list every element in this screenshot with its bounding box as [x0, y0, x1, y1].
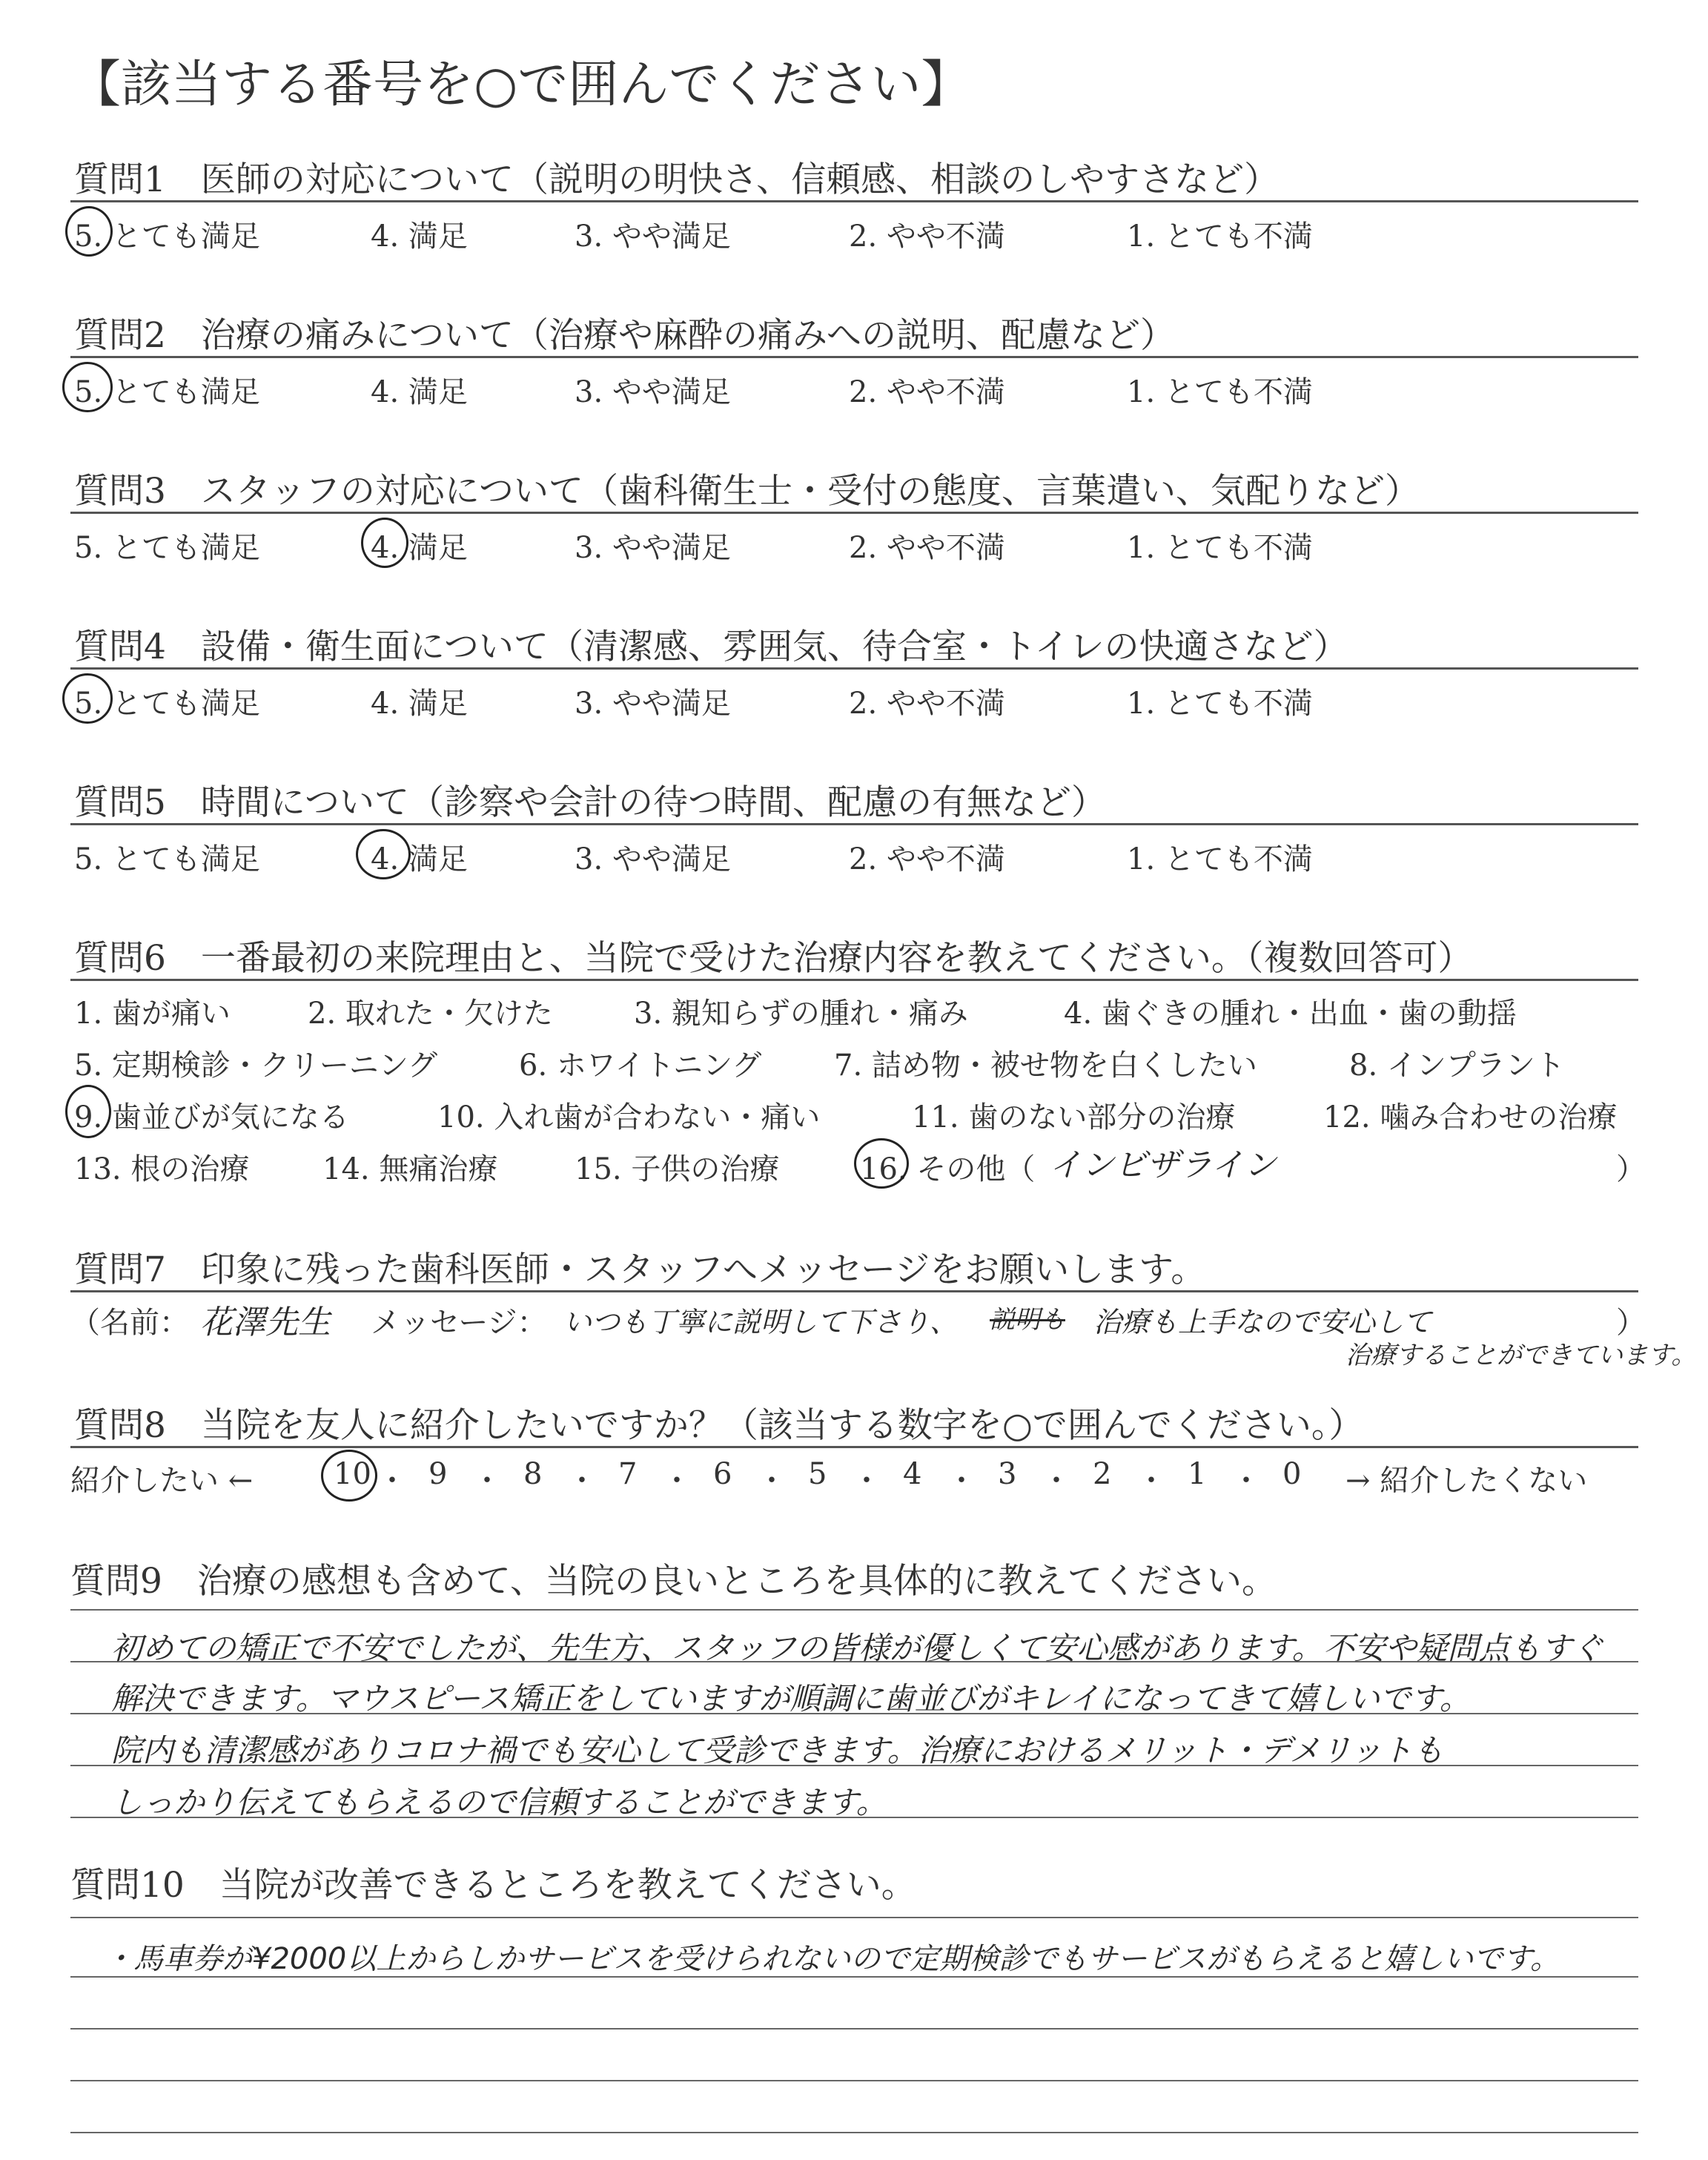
q8-scale-value-7[interactable]: 7 [618, 1457, 638, 1491]
q7-message-line1: いつも丁寧に説明して下さり、 [563, 1306, 959, 1338]
question-8-rule [70, 1446, 1638, 1448]
q2-option-2[interactable]: 2. やや不満 [849, 375, 1005, 409]
q2-option-4[interactable]: 4. 満足 [371, 375, 468, 409]
q5-option-5[interactable]: 5. とても満足 [74, 842, 260, 876]
q9-answer-line-4: しっかり伝えてもらえるので信頼することができます。 [111, 1784, 887, 1820]
q6-other-close-paren: ） [1616, 1152, 1646, 1186]
q9-line-1 [70, 1609, 1638, 1611]
q8-selection-circle [321, 1450, 377, 1502]
q8-scale-separator: ・ [472, 1464, 502, 1498]
q8-scale-value-4[interactable]: 4 [903, 1457, 922, 1491]
q9-answer-line-2: 解決できます。マウスピース矯正をしていますが順調に歯並びがキレイになってきて嬉しいです。 [111, 1680, 1471, 1717]
q8-scale-separator: ・ [757, 1464, 787, 1498]
q3-option-4[interactable]: 4. 満足 [371, 531, 468, 565]
q1-option-4[interactable]: 4. 満足 [371, 219, 468, 254]
question-6-title: 質問6 一番最初の来院理由と、当院で受けた治療内容を教えてください。（複数回答可） [74, 938, 1473, 979]
q8-scale-value-1[interactable]: 1 [1188, 1457, 1207, 1491]
q2-option-3[interactable]: 3. やや満足 [575, 375, 731, 409]
q6-selection-circle-9 [65, 1085, 111, 1138]
q2-selection-circle [62, 362, 113, 412]
question-1-title: 質問1 医師の対応について（説明の明快さ、信頼感、相談のしやすさなど） [74, 159, 1280, 200]
q5-option-4[interactable]: 4. 満足 [371, 842, 468, 876]
q8-scale-separator: ・ [662, 1464, 692, 1498]
question-6-rule [70, 979, 1638, 981]
q7-message-struck: 説明も [990, 1305, 1065, 1335]
q7-close-paren: ） [1616, 1306, 1646, 1340]
q6-option-16[interactable]: 16. その他（ [860, 1152, 1036, 1186]
q4-option-1[interactable]: 1. とても不満 [1127, 687, 1313, 721]
q6-option-14[interactable]: 14. 無痛治療 [322, 1152, 498, 1186]
question-10-title: 質問10 当院が改善できるところを教えてください。 [70, 1865, 916, 1906]
q5-option-2[interactable]: 2. やや不満 [849, 842, 1005, 876]
q3-option-1[interactable]: 1. とても不満 [1127, 531, 1313, 565]
q8-right-label: → 紹介したくない [1345, 1464, 1588, 1498]
q10-line-4 [70, 2080, 1638, 2081]
q8-scale-value-10[interactable]: 10 [334, 1457, 371, 1491]
q8-scale [334, 1457, 1312, 1498]
q2-option-1[interactable]: 1. とても不満 [1127, 375, 1313, 409]
question-5-rule [70, 823, 1638, 825]
q8-scale-separator: ・ [1231, 1464, 1261, 1498]
q4-option-4[interactable]: 4. 満足 [371, 687, 468, 721]
q6-option-2[interactable]: 2. 取れた・欠けた [308, 997, 553, 1031]
q6-option-7[interactable]: 7. 詰め物・被せ物を白くしたい [834, 1048, 1257, 1083]
q1-option-2[interactable]: 2. やや不満 [849, 219, 1005, 254]
q10-answer-line-1: ・馬車券が¥2000以上からしかサービスを受けられないので定期検診でもサービスがもらえると嬉しいです。 [104, 1942, 1560, 1976]
q6-option-4[interactable]: 4. 歯ぐきの腫れ・出血・歯の動揺 [1064, 997, 1517, 1031]
q8-scale-value-3[interactable]: 3 [998, 1457, 1017, 1491]
q3-option-3[interactable]: 3. やや満足 [575, 531, 731, 565]
q10-line-1 [70, 1917, 1638, 1918]
question-8-title: 質問8 当院を友人に紹介したいですか？（該当する数字を○で囲んでください。） [74, 1405, 1364, 1446]
q4-option-2[interactable]: 2. やや不満 [849, 687, 1005, 721]
q5-option-1[interactable]: 1. とても不満 [1127, 842, 1313, 876]
q6-option-11[interactable]: 11. 歯のない部分の治療 [912, 1100, 1236, 1135]
instruction-heading: 【該当する番号を○で囲んでください】 [70, 56, 972, 114]
q6-option-12[interactable]: 12. 噛み合わせの治療 [1323, 1100, 1618, 1135]
q7-name-label: （名前： [70, 1306, 189, 1340]
q8-scale-value-5[interactable]: 5 [808, 1457, 827, 1491]
q7-message-label: メッセージ： [371, 1306, 547, 1340]
q1-selection-circle [65, 206, 113, 257]
q8-scale-value-8[interactable]: 8 [523, 1457, 543, 1491]
q8-scale-separator: ・ [567, 1464, 597, 1498]
q2-option-5[interactable]: 5. とても満足 [74, 375, 260, 409]
q6-option-6[interactable]: 6. ホワイトニング [519, 1048, 762, 1083]
q6-option-5[interactable]: 5. 定期検診・クリーニング [74, 1048, 438, 1083]
q3-selection-circle [361, 518, 408, 568]
question-9-title: 質問9 治療の感想も含めて、当院の良いところを具体的に教えてください。 [70, 1561, 1277, 1602]
q1-option-5[interactable]: 5. とても満足 [74, 219, 260, 254]
q9-answer-line-1: 初めての矯正で不安でしたが、先生方、スタッフの皆様が優しくて安心感があります。不安や疑問点もすぐ [111, 1630, 1603, 1666]
q8-scale-value-6[interactable]: 6 [713, 1457, 732, 1491]
q10-line-5 [70, 2132, 1638, 2133]
q6-option-10[interactable]: 10. 入れ歯が合わない・痛い [437, 1100, 821, 1135]
q7-name-value: 花澤先生 [200, 1304, 331, 1341]
q6-selection-circle-16 [854, 1138, 909, 1189]
question-3-rule [70, 512, 1638, 514]
q6-option-15[interactable]: 15. 子供の治療 [575, 1152, 780, 1186]
q8-scale-value-2[interactable]: 2 [1093, 1457, 1112, 1491]
q8-left-label: 紹介したい ← [70, 1464, 254, 1498]
q5-option-3[interactable]: 3. やや満足 [575, 842, 731, 876]
q8-scale-separator: ・ [947, 1464, 976, 1498]
q10-line-3 [70, 2028, 1638, 2029]
question-5-title: 質問5 時間について（診察や会計の待つ時間、配慮の有無など） [74, 782, 1106, 823]
q8-scale-value-9[interactable]: 9 [428, 1457, 448, 1491]
question-2-title: 質問2 治療の痛みについて（治療や麻酔の痛みへの説明、配慮など） [74, 315, 1176, 356]
q7-message-line1b: 治療も上手なので安心して [1093, 1306, 1432, 1338]
q6-option-13[interactable]: 13. 根の治療 [74, 1152, 250, 1186]
q6-option-1[interactable]: 1. 歯が痛い [74, 997, 231, 1031]
q8-scale-separator: ・ [852, 1464, 881, 1498]
q9-answer-line-3: 院内も清潔感がありコロナ禍でも安心して受診できます。治療におけるメリット・デメリットも [111, 1732, 1444, 1768]
q8-scale-separator: ・ [1136, 1464, 1166, 1498]
question-3-title: 質問3 スタッフの対応について（歯科衛生士・受付の態度、言葉遣い、気配りなど） [74, 471, 1420, 512]
q6-option-9[interactable]: 9. 歯並びが気になる [74, 1100, 349, 1135]
q6-option-3[interactable]: 3. 親知らずの腫れ・痛み [634, 997, 968, 1031]
q8-scale-value-0[interactable]: 0 [1282, 1457, 1302, 1491]
q3-option-5[interactable]: 5. とても満足 [74, 531, 260, 565]
q1-option-1[interactable]: 1. とても不満 [1127, 219, 1313, 254]
q3-option-2[interactable]: 2. やや不満 [849, 531, 1005, 565]
q7-message-line2: 治療することができています。 [1345, 1341, 1697, 1370]
q4-selection-circle [62, 673, 113, 724]
q5-selection-circle [356, 829, 411, 879]
question-7-rule [70, 1290, 1638, 1292]
q4-option-3[interactable]: 3. やや満足 [575, 687, 731, 721]
q8-scale-separator: ・ [377, 1464, 407, 1498]
question-4-title: 質問4 設備・衛生面について（清潔感、雰囲気、待合室・トイレの快適さなど） [74, 627, 1348, 667]
q8-scale-separator: ・ [1042, 1464, 1071, 1498]
q4-option-5[interactable]: 5. とても満足 [74, 687, 260, 721]
question-2-rule [70, 356, 1638, 358]
q1-option-3[interactable]: 3. やや満足 [575, 219, 731, 254]
q6-option-8[interactable]: 8. インプラント [1349, 1048, 1565, 1083]
question-1-rule [70, 200, 1638, 202]
question-7-title: 質問7 印象に残った歯科医師・スタッフへメッセージをお願いします。 [74, 1249, 1206, 1290]
question-4-rule [70, 667, 1638, 670]
q6-other-handwritten: インビザライン [1049, 1146, 1277, 1184]
